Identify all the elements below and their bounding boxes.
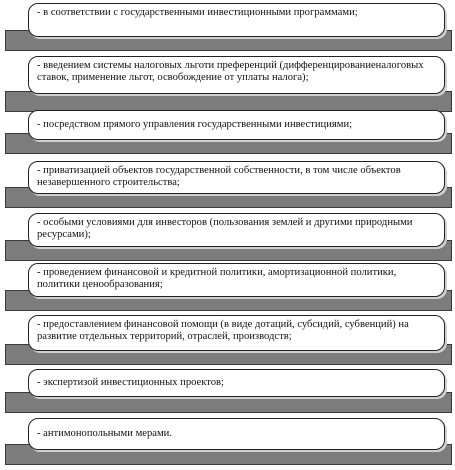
diagram-row (0, 110, 455, 154)
measure-box (28, 110, 445, 140)
diagram-row (0, 418, 455, 465)
measure-text: - предоставлением финансовой помощи (в виде дотаций, субсидий, субвенций) на развитие отдельных территорий, отраслей, производств; (37, 319, 409, 342)
diagram-row (0, 56, 455, 112)
measure-box (28, 213, 445, 247)
diagram-row (0, 3, 455, 51)
measure-text: - введением системы налоговых льготи преференций (дифференцированиеналоговых ставок, применение льгот, освобождение от уплаты налога); (37, 60, 424, 83)
measure-text: - особыми условиями для инвесторов (пользования землей и другими природными ресурсами); (37, 217, 413, 240)
measure-box (28, 315, 445, 351)
row-shadow-band (5, 91, 452, 112)
measure-text: - проведением финансовой и кредитной политики, амортизационной политики, политики ценообразования; (37, 267, 397, 290)
measure-text: - в соответствии с государственными инвестиционными программами; (37, 7, 358, 18)
measure-text: - антимонопольными мерами. (37, 428, 172, 439)
diagram-row (0, 369, 455, 413)
measure-box (28, 56, 445, 94)
diagram-row (0, 315, 455, 365)
measure-box (28, 3, 445, 37)
measure-text: - экспертизой инвестиционных проектов; (37, 377, 224, 388)
measure-text: - приватизацией объектов государственной собственности, в том числе объектов незавершенного строительства; (37, 165, 401, 188)
diagram-row (0, 213, 455, 261)
measure-text: - посредством прямого управления государственными инвестициями; (37, 119, 353, 130)
measure-box (28, 161, 445, 194)
diagram-row (0, 161, 455, 208)
measure-box (28, 418, 445, 450)
measure-box (28, 263, 445, 297)
diagram-row (0, 263, 455, 311)
measure-box (28, 369, 445, 397)
